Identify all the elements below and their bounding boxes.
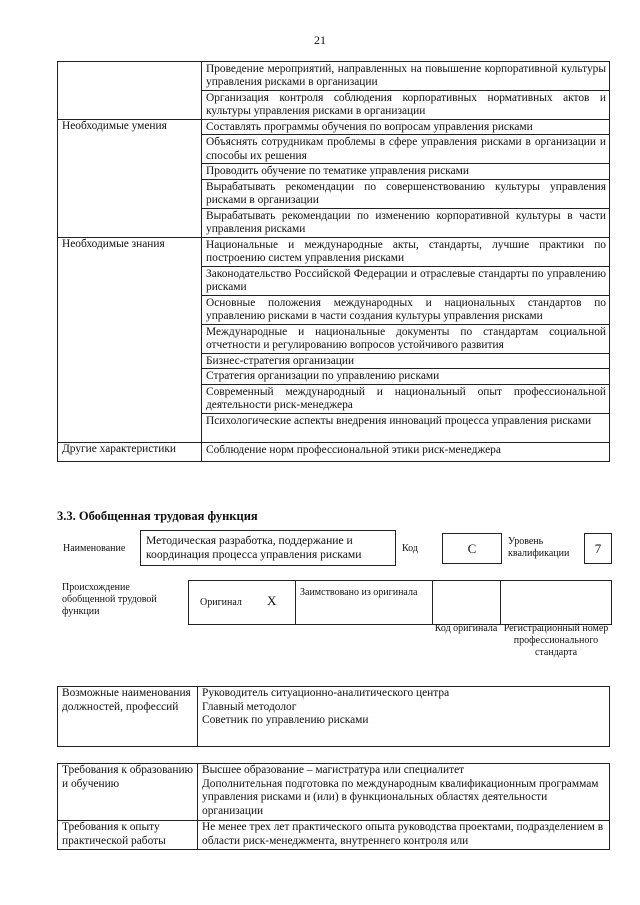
table-row <box>58 764 610 821</box>
positions-label: Возможные наименования должностей, профессий <box>58 687 198 747</box>
code-label: Код <box>402 543 418 554</box>
reg-number-label: Регистрационный номер профессионального стандарта <box>503 623 609 658</box>
experience-value: Не менее трех лет практического опыта руководства проектами, подразделением в области риск-менеджмента, внутреннего контроля или <box>198 821 610 850</box>
education-item: Высшее образование – магистратура или специалитет <box>202 764 465 776</box>
origin-label: Происхождение обобщенной трудовой функции <box>62 582 157 617</box>
positions-table <box>57 686 610 747</box>
table-cell: Проводить обучение по тематике управления рисками <box>202 164 610 179</box>
table-cell: Основные положения международных и национальных стандартов по управлению рисками в части создания культуры управления рисками <box>202 295 610 324</box>
code-value: C <box>442 533 502 564</box>
table-cell: Законодательство Российской Федерации и отраслевые стандарты по управлению рисками <box>202 266 610 295</box>
borrowed-label: Заимствовано из оригинала <box>300 587 418 598</box>
name-box <box>140 530 396 566</box>
education-table <box>57 763 610 850</box>
table-row <box>58 120 610 135</box>
table-cell: Соблюдение норм профессиональной этики риск-менеджера <box>202 442 610 461</box>
position-item: Руководитель ситуационно-аналитического центра <box>202 687 450 699</box>
table-cell: Национальные и международные акты, стандарты, лучшие практики по построению систем управления рисками <box>202 237 610 266</box>
other-label: Другие характеристики <box>58 442 202 461</box>
experience-label: Требования к опыту практической работы <box>58 821 198 850</box>
original-mark: X <box>267 593 277 608</box>
table-cell: Бизнес-стратегия организации <box>202 353 610 368</box>
table-cell: Вырабатывать рекомендации по совершенствованию культуры управления рисками в организации <box>202 179 610 208</box>
table-cell: Стратегия организации по управлению рисками <box>202 369 610 384</box>
requirements-table <box>57 61 610 462</box>
table-row <box>58 62 610 91</box>
table-cell: Вырабатывать рекомендации по изменению корпоративной культуры в части управления рисками <box>202 208 610 237</box>
skills-label: Необходимые умения <box>58 120 202 238</box>
table-cell: Психологические аспекты внедрения инноваций процесса управления рисками <box>202 413 610 442</box>
section-title: 3.3. Обобщенная трудовая функция <box>57 509 258 523</box>
table-row <box>58 821 610 850</box>
education-label: Требования к образованию и обучению <box>58 764 198 821</box>
table-row <box>58 687 610 747</box>
level-value: 7 <box>584 533 612 564</box>
name-label: Наименование <box>63 543 126 554</box>
education-item: Дополнительная подготовка по международным квалификационным программам управления рисками и (или) в функциональных областях деятельности организации <box>202 777 599 817</box>
knowledge-label: Необходимые знания <box>58 237 202 442</box>
code-original-label: Код оригинала <box>434 623 498 634</box>
position-item: Советник по управлению рисками <box>202 714 369 727</box>
name-value: Методическая разработка, поддержание и координация процесса управления рисками <box>146 534 362 561</box>
table-cell: Проведение мероприятий, направленных на повышение корпоративной культуры управления рисками в организации <box>202 62 610 91</box>
table-cell: Объяснять сотрудникам проблемы в сфере управления рисками в организации и способы их решения <box>202 135 610 164</box>
positions-cell <box>198 687 610 747</box>
level-label: Уровень квалификации <box>508 536 570 559</box>
table-row <box>58 442 610 461</box>
table-cell: Международные и национальные документы по стандартам социальной отчетности и регулированию вопросов устойчивого развития <box>202 324 610 353</box>
page-number: 21 <box>314 33 326 47</box>
table-row <box>58 237 610 266</box>
original-label: Оригинал <box>200 597 242 608</box>
table-cell: Современный международный и национальный опыт профессиональной деятельности риск-менеджера <box>202 384 610 413</box>
education-cell <box>198 764 610 821</box>
origin-box <box>188 580 612 625</box>
position-item: Главный методолог <box>202 700 297 713</box>
table-cell: Организация контроля соблюдения корпоративных нормативных актов и культуры управления рисками в организации <box>202 91 610 120</box>
table-cell: Составлять программы обучения по вопросам управления рисками <box>202 120 610 135</box>
